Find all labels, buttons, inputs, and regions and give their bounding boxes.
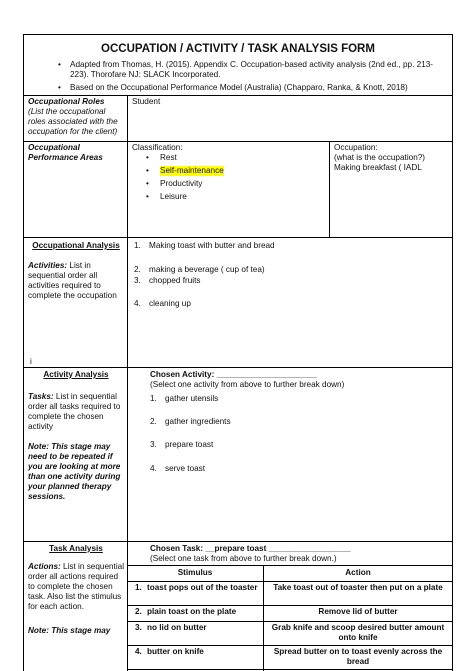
class-bullet: • [146,153,149,162]
occupation-value: Making breakfast ( IADL [334,163,422,172]
roles-label: Occupational Roles [28,97,105,106]
actions-label: Actions: [28,562,61,571]
activity-analysis-row [24,367,452,542]
task-item: 1. gather utensils [150,394,219,403]
table-row: 4. butter on knife Spread butter on to toast evenly across the bread [127,645,452,670]
stimulus-header: Stimulus [177,568,213,577]
action-cell: Spread butter on to toast evenly across the bread [273,647,443,666]
section-marker: i [30,357,32,366]
activity-note: Note: This stage may need to be repeated if you are looking at more than one activity during your planned therapy sessions. [28,442,121,501]
class-leisure: Leisure [160,192,187,201]
stimulus-cell: no lid on butter [147,623,207,632]
activity-item: 2. making a beverage ( cup of tea) [134,265,265,274]
form-header [24,35,452,96]
occupational-analysis-row [24,237,452,368]
activity-item: 4. cleaning up [134,299,191,308]
class-productivity: Productivity [160,179,203,188]
chosen-task-label: Chosen Task: __prepare toast __________________ [150,544,351,553]
roles-hint: (List the occupational roles associated with the occupation for the client) [28,107,118,136]
chosen-activity-hint: (Select one activity from above to further break down) [150,380,345,389]
activity-item: 3. chopped fruits [134,276,201,285]
action-cell: Remove lid of butter [318,607,398,616]
table-row: 2. plain toast on the plate Remove lid of butter [127,605,452,622]
areas-label: Occupational Performance Areas [28,143,103,162]
table-row: 3. no lid on butter Grab knife and scoop desired butter amount onto knife [127,621,452,646]
action-cell: Grab knife and scoop desired butter amount onto knife [271,623,445,642]
activity-analysis-label: Activity Analysis [43,370,109,379]
source-note: Adapted from Thomas, H. (2015). Appendix C. Occupation-based activity analysis (2nd ed., pp. 213-223). Thorofare NJ: SLACK Incorporated. [70,60,434,79]
classification-label: Classification: [132,143,183,152]
activity-item: 1. Making toast with butter and bread [134,241,275,250]
roles-row [24,95,452,142]
form-title: OCCUPATION / ACTIVITY / TASK ANALYSIS FORM [101,43,375,55]
model-note: Based on the Occupational Performance Model (Australia) (Chapparo, Ranka, & Knott, 2018) [70,83,408,92]
class-self-maintenance: Self-maintenance [160,166,224,175]
activities-label: Activities: [28,261,68,270]
actions-hint: List in sequential order all actions required to complete the chosen task. Also list the stimulus for each action. [28,562,125,611]
activities-hint: List in sequential order all activities required to complete the occupation [28,261,117,300]
class-rest: Rest [160,153,177,162]
occupational-analysis-label: Occupational Analysis [32,241,120,250]
chosen-activity-label: Chosen Activity: ______________________ [150,370,317,379]
areas-row [24,141,452,238]
class-bullet: • [146,179,149,188]
table-row: 1. toast pops out of the toaster Take toast out of toaster then put on a plate [127,581,452,606]
action-header: Action [345,568,371,577]
roles-value: Student [132,97,161,106]
action-cell: Take toast out of toaster then put on a plate [273,583,443,592]
tasks-label: Tasks: [28,392,54,401]
stimulus-cell: plain toast on the plate [147,607,237,616]
task-item: 3. prepare toast [150,440,214,449]
occupation-label: Occupation: [334,143,378,152]
class-bullet: • [146,192,149,201]
occupation-hint: (what is the occupation?) [334,153,426,162]
tasks-hint: List in sequential order all tasks required to complete the chosen activity [28,392,121,431]
task-analysis-label: Task Analysis [49,544,103,553]
stimulus-cell: butter on knife [147,647,204,656]
note-bullet: • [58,60,61,69]
class-bullet: • [146,166,149,175]
chosen-task-hint: (Select one task from above to further break down.) [150,554,337,563]
task-note: Note: This stage may [28,626,111,635]
task-analysis-row [24,541,452,671]
task-analysis-form [23,34,453,671]
stimulus-cell: toast pops out of the toaster [147,583,258,592]
note-bullet: • [58,83,61,92]
stimulus-action-table [127,565,452,671]
task-item: 4. serve toast [150,464,206,473]
task-item: 2. gather ingredients [150,417,231,426]
